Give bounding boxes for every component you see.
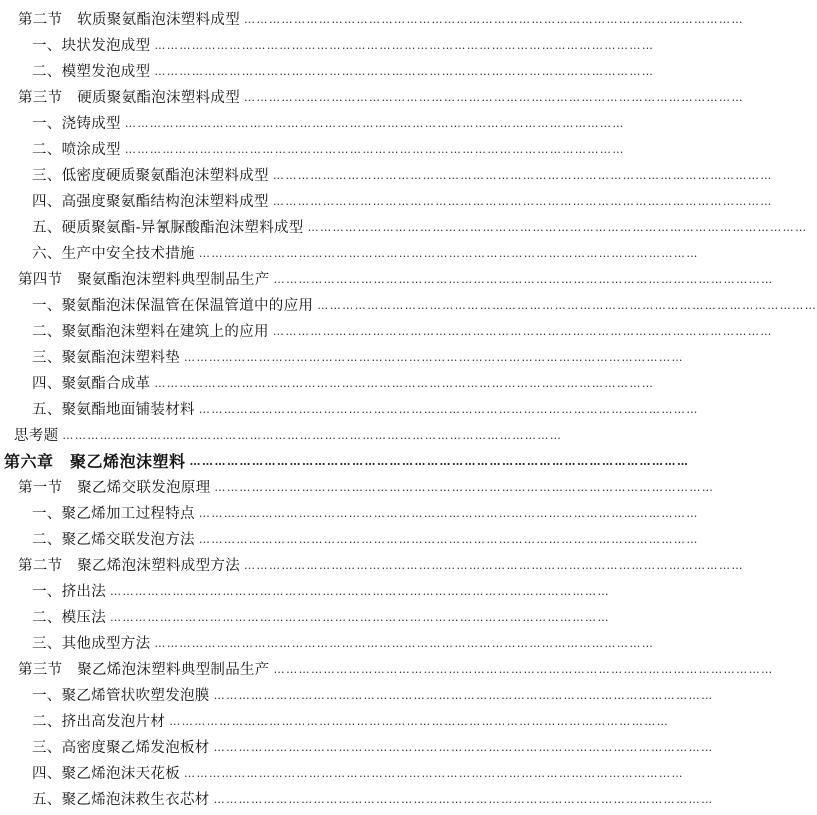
toc-entry-title: 一、浇铸成型	[32, 116, 121, 132]
toc-leader-dots: …………………………………………………………………………………………………………	[110, 611, 610, 624]
toc-leader-dots: …………………………………………………………………………………………………………	[213, 689, 714, 702]
toc-leader-dots: …………………………………………………………………………………………………………	[213, 741, 714, 754]
toc-entry-title: 一、挤出法	[32, 584, 106, 600]
toc-entry	[32, 293, 817, 319]
toc-entry	[32, 111, 625, 137]
toc-entry-title: 三、低密度硬质聚氨酯泡沫塑料成型	[32, 168, 269, 184]
toc-section	[18, 7, 744, 33]
toc-leader-dots: …………………………………………………………………………………………………………	[244, 559, 744, 572]
toc-entry	[32, 137, 625, 163]
toc-leader-dots: …………………………………………………………………………………………………………	[317, 299, 817, 312]
toc-entry-title: 一、聚乙烯加工过程特点	[32, 506, 195, 522]
toc-entry	[32, 527, 699, 553]
toc-entry-title: 第一节 聚乙烯交联发泡原理	[18, 480, 211, 496]
toc-leader-dots: …………………………………………………………………………………………………………	[154, 377, 655, 390]
toc-entry	[32, 189, 773, 215]
toc-entry	[14, 423, 563, 449]
toc-entry-title: 第四节 聚氨酯泡沫塑料典型制品生产	[18, 272, 270, 288]
toc-leader-dots: …………………………………………………………………………………………………………	[273, 273, 774, 286]
toc-leader-dots: …………………………………………………………………………………………………………	[169, 715, 670, 728]
toc-entry	[32, 215, 808, 241]
toc-leader-dots: …………………………………………………………………………………………………………	[272, 195, 773, 208]
toc-entry-title: 二、挤出高发泡片材	[32, 714, 166, 730]
toc-entry-title: 四、聚乙烯泡沫天花板	[32, 766, 180, 782]
toc-leader-dots: …………………………………………………………………………………………………………	[124, 143, 625, 156]
toc-leader-dots: …………………………………………………………………………………………………………	[198, 533, 699, 546]
toc-leader-dots: …………………………………………………………………………………………………………	[273, 663, 774, 676]
toc-entry-title: 二、模压法	[32, 610, 106, 626]
toc-leader-dots: …………………………………………………………………………………………………………	[272, 325, 773, 338]
toc-leader-dots: …………………………………………………………………………………………………………	[198, 507, 699, 520]
toc-leader-dots: …………………………………………………………………………………………………………	[213, 793, 714, 806]
toc-entry	[32, 631, 655, 657]
toc-entry	[32, 319, 773, 345]
toc-entry-title: 一、块状发泡成型	[32, 38, 151, 54]
toc-entry-title: 三、其他成型方法	[32, 636, 151, 652]
toc-leader-dots: …………………………………………………………………………………………………………	[244, 91, 744, 104]
toc-entry-title: 四、高强度聚氨酯结构泡沫塑料成型	[32, 194, 269, 210]
toc-leader-dots: …………………………………………………………………………………………………………	[214, 481, 715, 494]
toc-entry	[32, 501, 699, 527]
toc-entry-title: 第二节 聚乙烯泡沫塑料成型方法	[18, 558, 240, 574]
toc-leader-dots: …………………………………………………………………………………………………………	[62, 429, 563, 442]
toc-entry	[32, 397, 699, 423]
toc-entry	[32, 787, 714, 813]
toc-entry	[32, 33, 655, 59]
toc-leader-dots: …………………………………………………………………………………………………………	[154, 39, 655, 52]
toc-entry-title: 四、聚氨酯合成革	[32, 376, 151, 392]
toc-leader-dots: …………………………………………………………………………………………………………	[189, 455, 690, 468]
toc-entry	[32, 761, 684, 787]
toc-leader-dots: …………………………………………………………………………………………………………	[184, 767, 684, 780]
toc-leader-dots: …………………………………………………………………………………………………………	[110, 585, 610, 598]
toc-entry-title: 二、聚氨酯泡沫塑料在建筑上的应用	[32, 324, 269, 340]
toc-entry-title: 思考题	[14, 428, 59, 444]
toc-entry-title: 二、聚乙烯交联发泡方法	[32, 532, 195, 548]
toc-entry-title: 第三节 硬质聚氨酯泡沫塑料成型	[18, 90, 240, 106]
toc-entry	[32, 59, 655, 85]
toc-section	[18, 85, 744, 111]
toc-entry	[32, 735, 714, 761]
toc-entry	[32, 683, 714, 709]
toc-entry-title: 第三节 聚乙烯泡沫塑料典型制品生产	[18, 662, 270, 678]
toc-leader-dots: …………………………………………………………………………………………………………	[154, 637, 655, 650]
toc-entry-title: 五、硬质聚氨酯-异氰脲酸酯泡沫塑料成型	[32, 220, 304, 236]
toc-entry-title: 一、聚氨酯泡沫保温管在保温管道中的应用	[32, 298, 314, 314]
toc-entry	[32, 241, 699, 267]
toc-entry	[32, 371, 655, 397]
toc-entry	[32, 345, 684, 371]
toc-entry-title: 一、聚乙烯管状吹塑发泡膜	[32, 688, 210, 704]
toc-entry-title: 第二节 软质聚氨酯泡沫塑料成型	[18, 12, 240, 28]
toc-entry-title: 三、聚氨酯泡沫塑料垫	[32, 350, 180, 366]
toc-entry-title: 二、模塑发泡成型	[32, 64, 151, 80]
toc-section	[18, 553, 744, 579]
toc-leader-dots: …………………………………………………………………………………………………………	[154, 65, 655, 78]
toc-entry-title: 二、喷涂成型	[32, 142, 121, 158]
toc-entry-title: 第六章 聚乙烯泡沫塑料	[4, 452, 186, 471]
toc-chapter	[4, 449, 690, 475]
toc-leader-dots: …………………………………………………………………………………………………………	[124, 117, 625, 130]
toc-entry	[32, 163, 773, 189]
toc-leader-dots: …………………………………………………………………………………………………………	[307, 221, 808, 234]
toc-entry	[32, 579, 610, 605]
toc-leader-dots: …………………………………………………………………………………………………………	[244, 13, 744, 26]
toc-entry	[32, 605, 610, 631]
toc-section	[18, 267, 774, 293]
toc-entry	[32, 709, 670, 735]
toc-entry-title: 五、聚氨酯地面铺装材料	[32, 402, 195, 418]
toc-leader-dots: …………………………………………………………………………………………………………	[198, 247, 699, 260]
toc-leader-dots: …………………………………………………………………………………………………………	[272, 169, 773, 182]
toc-entry-title: 三、高密度聚乙烯发泡板材	[32, 740, 210, 756]
toc-leader-dots: …………………………………………………………………………………………………………	[198, 403, 699, 416]
toc-section	[18, 657, 774, 683]
toc-section	[18, 475, 715, 501]
toc-leader-dots: …………………………………………………………………………………………………………	[184, 351, 684, 364]
toc-entry-title: 六、生产中安全技术措施	[32, 246, 195, 262]
toc-entry-title: 五、聚乙烯泡沫救生衣芯材	[32, 792, 210, 808]
